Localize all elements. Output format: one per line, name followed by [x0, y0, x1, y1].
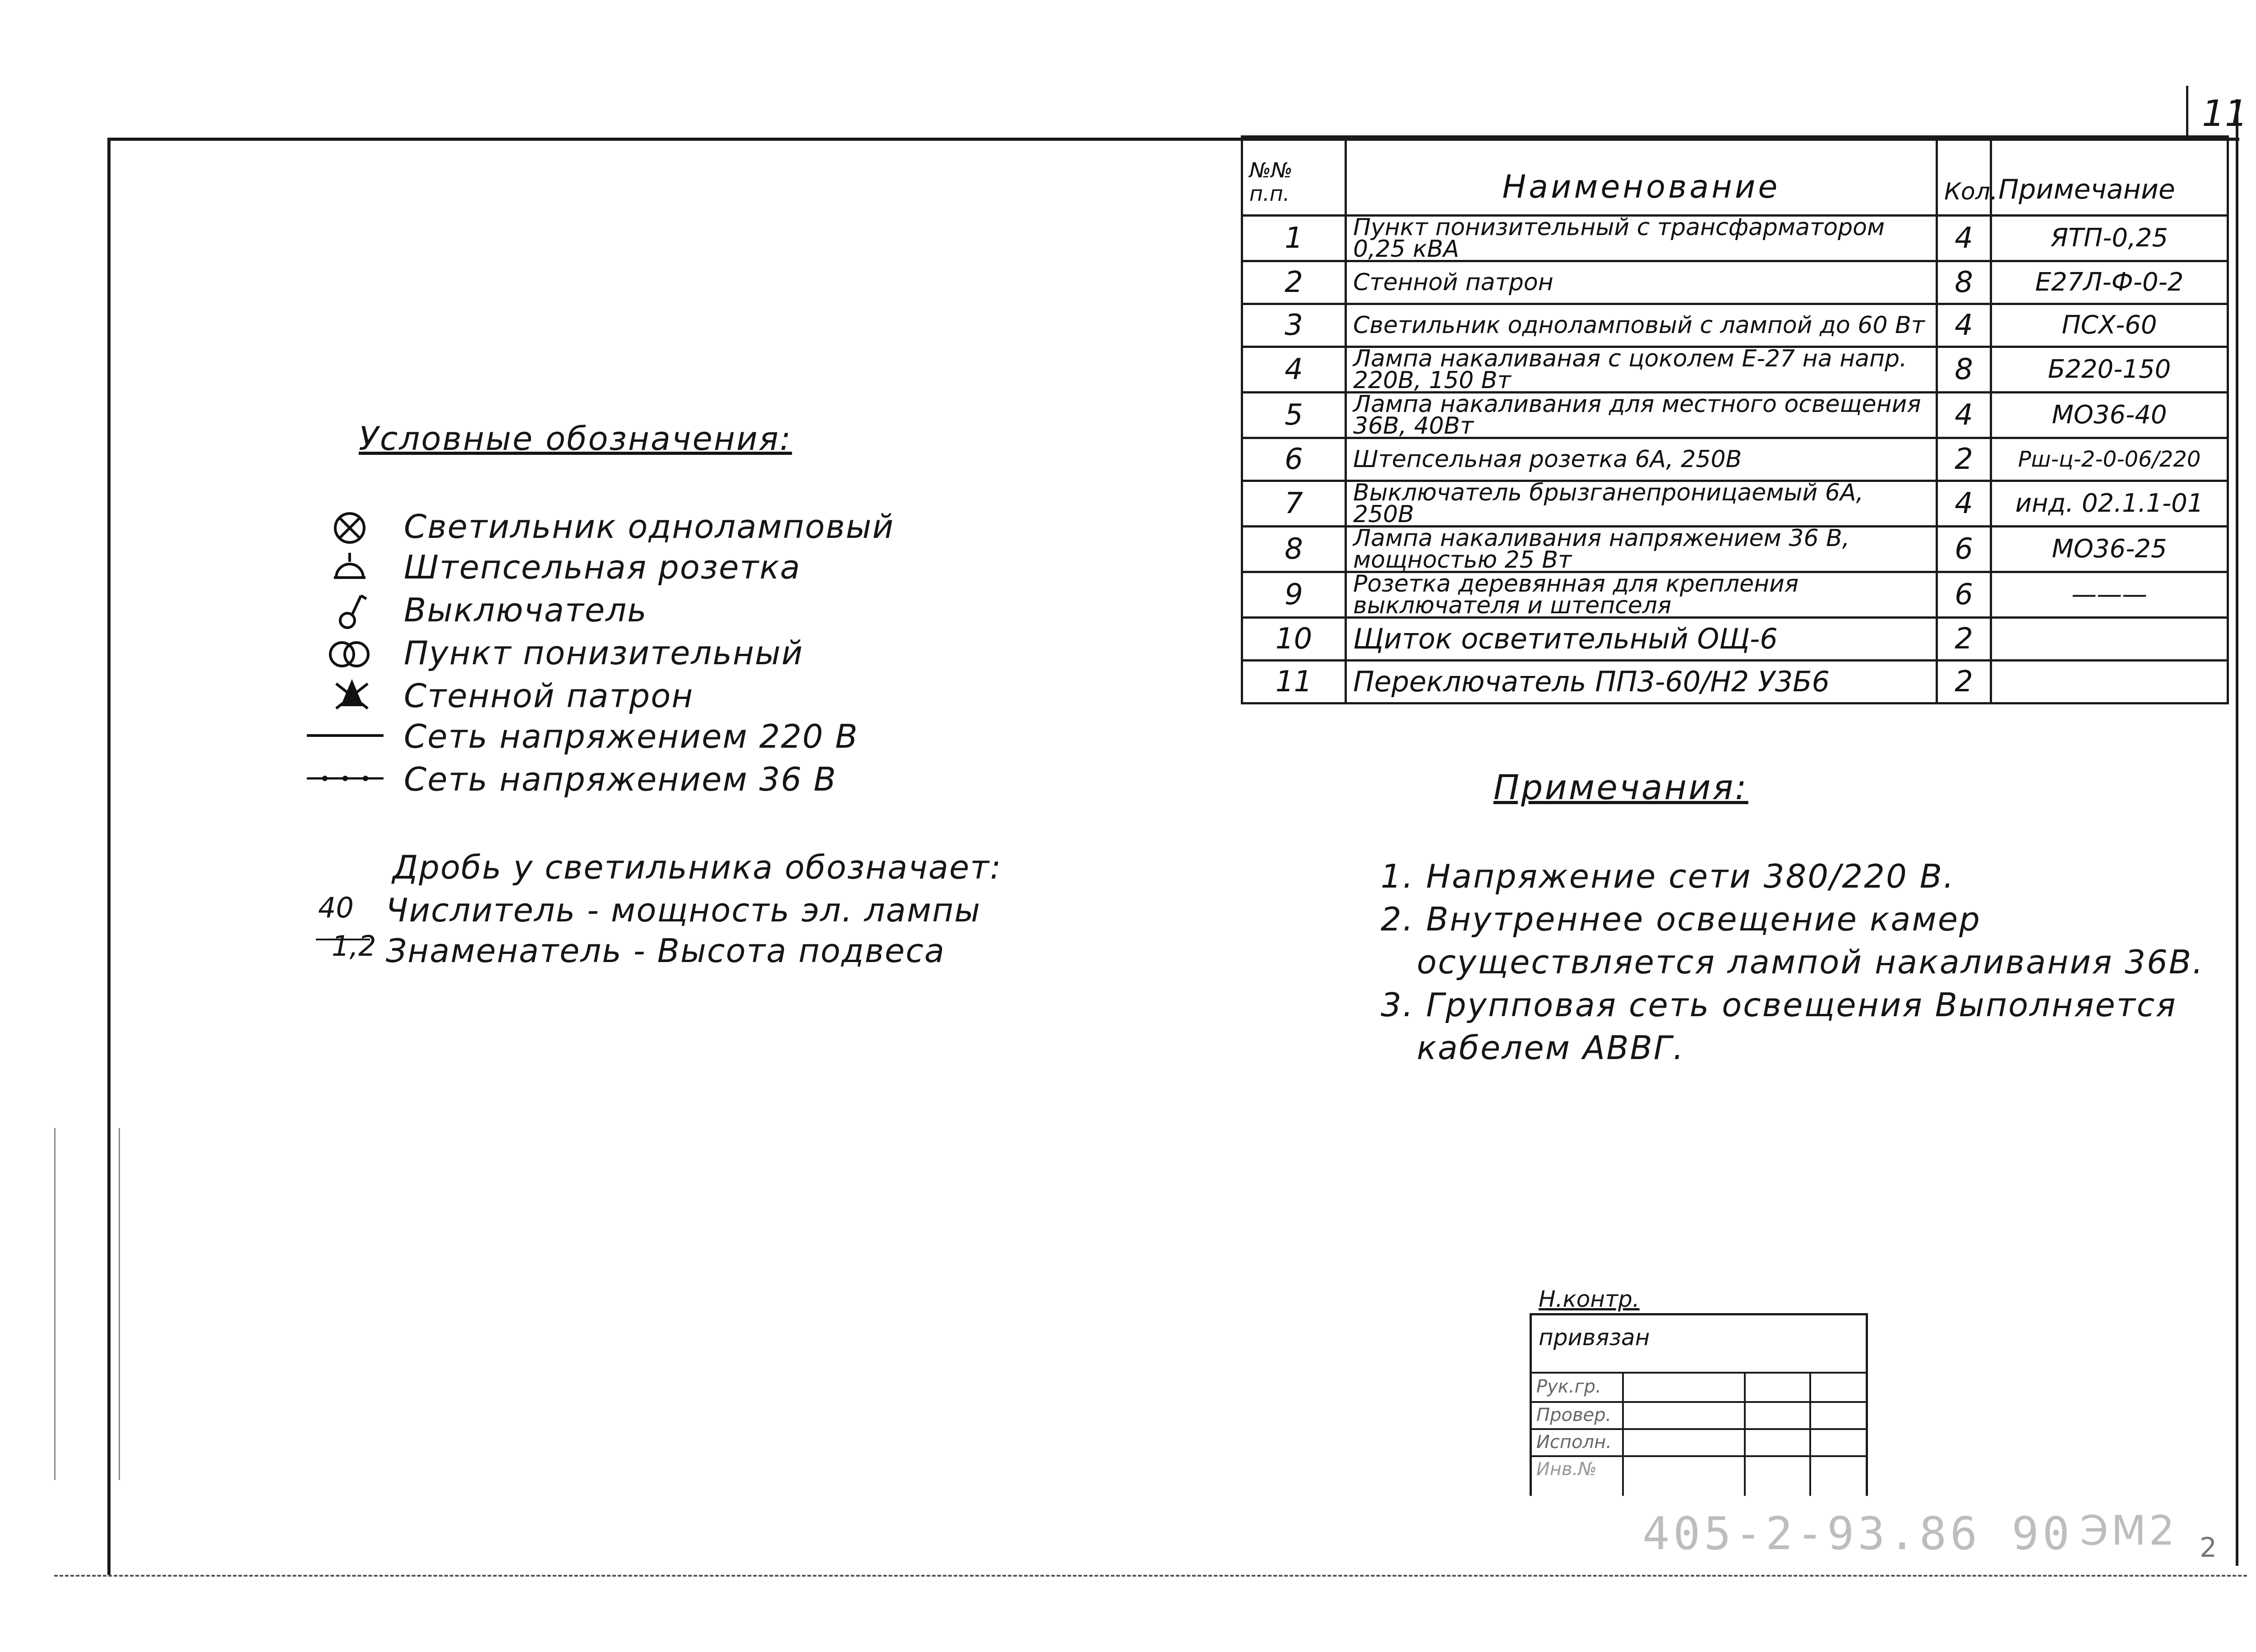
title-block-row-line — [1532, 1372, 1866, 1374]
solid-line-icon — [307, 727, 384, 745]
table-row — [1242, 261, 2228, 304]
header-num: №№ п.п. — [1242, 137, 1346, 216]
notes-title: Примечания: — [1493, 767, 1748, 807]
note-line: 1. Напряжение сети 380/220 В. — [1381, 857, 1955, 895]
tb-row-label: Провер. — [1536, 1405, 1612, 1425]
row-qty: 4 — [1937, 481, 1991, 527]
denominator-text: Знаменатель - Высота подвеса — [386, 932, 945, 970]
row-note: Е27Л-Ф-0-2 — [1991, 261, 2228, 304]
side-stamp — [54, 1128, 120, 1480]
row-note: инд. 02.1.1-01 — [1991, 481, 2228, 527]
row-number: 7 — [1242, 481, 1346, 527]
transformer-double-circle-icon — [325, 636, 374, 672]
table-row — [1242, 527, 2228, 572]
row-name: Переключатель ПП3-60/Н2 У3Б6 — [1346, 661, 1937, 703]
table-row — [1242, 438, 2228, 481]
row-note: ——— — [1991, 572, 2228, 618]
sheet-code: ЭМ2 — [2080, 1507, 2177, 1555]
row-note: ЯТП-0,25 — [1991, 216, 2228, 261]
title-block-row-line — [1532, 1455, 1866, 1457]
row-qty: 2 — [1937, 438, 1991, 481]
row-name: Светильник одноламповый с лампой до 60 Вт — [1346, 304, 1937, 347]
title-block-col-line — [1622, 1372, 1624, 1496]
sheet-number: 11 — [2202, 93, 2248, 134]
frame-bottom-border — [54, 1575, 2247, 1577]
wall-socket-triangle-icon — [329, 675, 374, 715]
row-number: 6 — [1242, 438, 1346, 481]
row-note: Б220-150 — [1991, 347, 2228, 393]
fraction-numerator: 40 — [318, 891, 354, 924]
row-number: 3 — [1242, 304, 1346, 347]
row-name: Выключатель брызганепроницаемый 6А, 250В — [1346, 481, 1937, 527]
tb-row-label: Инв.№ — [1536, 1459, 1597, 1480]
specification-table — [1241, 135, 2229, 704]
legend-title: Условные обозначения: — [359, 420, 792, 458]
table-header-row — [1242, 137, 2228, 216]
row-number: 10 — [1242, 618, 1346, 661]
lamp-cross-circle-icon — [329, 508, 370, 548]
header-name: Наименование — [1346, 137, 1937, 216]
row-qty: 8 — [1937, 347, 1991, 393]
row-name: Лампа накаливаная с цоколем Е-27 на напр. 220В, 150 Вт — [1346, 347, 1937, 393]
row-name: Щиток осветительный ОЩ-6 — [1346, 618, 1937, 661]
row-number: 8 — [1242, 527, 1346, 572]
fraction-denominator: 1,2 — [332, 930, 376, 963]
note-line: кабелем АВВГ. — [1417, 1029, 1685, 1067]
row-name: Лампа накаливания для местного освещения 36В, 40Вт — [1346, 393, 1937, 438]
row-name: Штепсельная розетка 6А, 250В — [1346, 438, 1937, 481]
row-qty: 8 — [1937, 261, 1991, 304]
row-qty: 4 — [1937, 393, 1991, 438]
row-qty: 4 — [1937, 304, 1991, 347]
header-note: Примечание — [1991, 137, 2228, 216]
row-qty: 4 — [1937, 216, 1991, 261]
table-row — [1242, 347, 2228, 393]
switch-icon — [334, 589, 370, 634]
tb-row-label: Исполн. — [1536, 1432, 1612, 1453]
table-row — [1242, 481, 2228, 527]
note-line: 3. Групповая сеть освещения Выполняется — [1381, 986, 2177, 1024]
note-line: осуществляется лампой накаливания 36В. — [1417, 943, 2205, 981]
tb-row-label: Рук.гр. — [1536, 1376, 1601, 1397]
legend-item-socket: Штепсельная розетка — [404, 548, 801, 586]
note-line: 2. Внутреннее освещение камер — [1381, 900, 1981, 938]
row-note: ПСХ-60 — [1991, 304, 2228, 347]
n-kontr-label: Н.контр. — [1539, 1286, 1640, 1312]
frame-right-border — [2236, 99, 2238, 1566]
numerator-text: Числитель - мощность эл. лампы — [386, 891, 981, 929]
sheet-index: 2 — [2200, 1532, 2217, 1564]
legend-item-switch: Выключатель — [404, 591, 647, 629]
row-number: 11 — [1242, 661, 1346, 703]
legend-item-wall-socket: Стенной патрон — [404, 677, 694, 715]
legend-item-transformer: Пункт понизительный — [404, 634, 804, 672]
row-name: Лампа накаливания напряжением 36 В, мощностью 25 Вт — [1346, 527, 1937, 572]
row-number: 1 — [1242, 216, 1346, 261]
privyazan-label: привязан — [1539, 1324, 1650, 1351]
row-number: 5 — [1242, 393, 1346, 438]
socket-icon — [329, 548, 370, 589]
row-note: МО36-40 — [1991, 393, 2228, 438]
row-qty: 6 — [1937, 572, 1991, 618]
dotted-line-icon — [307, 769, 384, 787]
table-row — [1242, 618, 2228, 661]
row-number: 4 — [1242, 347, 1346, 393]
title-block-row-line — [1532, 1428, 1866, 1430]
row-note — [1991, 618, 2228, 661]
row-name: Пункт понизительный с трансфарматором 0,25 кВА — [1346, 216, 1937, 261]
fraction-title: Дробь у светильника обозначает: — [393, 848, 1002, 886]
document-code: 405-2-93.86 90 — [1642, 1507, 2073, 1560]
table-row — [1242, 661, 2228, 703]
row-qty: 2 — [1937, 618, 1991, 661]
table-row — [1242, 216, 2228, 261]
legend-item-lamp: Светильник одноламповый — [404, 508, 895, 546]
row-name: Розетка деревянная для крепления выключателя и штепселя — [1346, 572, 1937, 618]
row-note — [1991, 661, 2228, 703]
table-row — [1242, 304, 2228, 347]
row-note: МО36-25 — [1991, 527, 2228, 572]
row-qty: 2 — [1937, 661, 1991, 703]
row-note: Рш-ц-2-0-06/220 — [1991, 438, 2228, 481]
row-number: 9 — [1242, 572, 1346, 618]
title-block-row-line — [1532, 1401, 1866, 1403]
header-qty: Кол. — [1937, 137, 1991, 216]
table-row — [1242, 572, 2228, 618]
table-row — [1242, 393, 2228, 438]
title-block-col-line — [1744, 1372, 1746, 1496]
legend-item-220v: Сеть напряжением 220 В — [404, 717, 859, 755]
row-qty: 6 — [1937, 527, 1991, 572]
row-number: 2 — [1242, 261, 1346, 304]
title-block — [1530, 1313, 1868, 1496]
title-block-col-line — [1809, 1372, 1811, 1496]
row-name: Стенной патрон — [1346, 261, 1937, 304]
legend-item-36v: Сеть напряжением 36 В — [404, 760, 837, 798]
